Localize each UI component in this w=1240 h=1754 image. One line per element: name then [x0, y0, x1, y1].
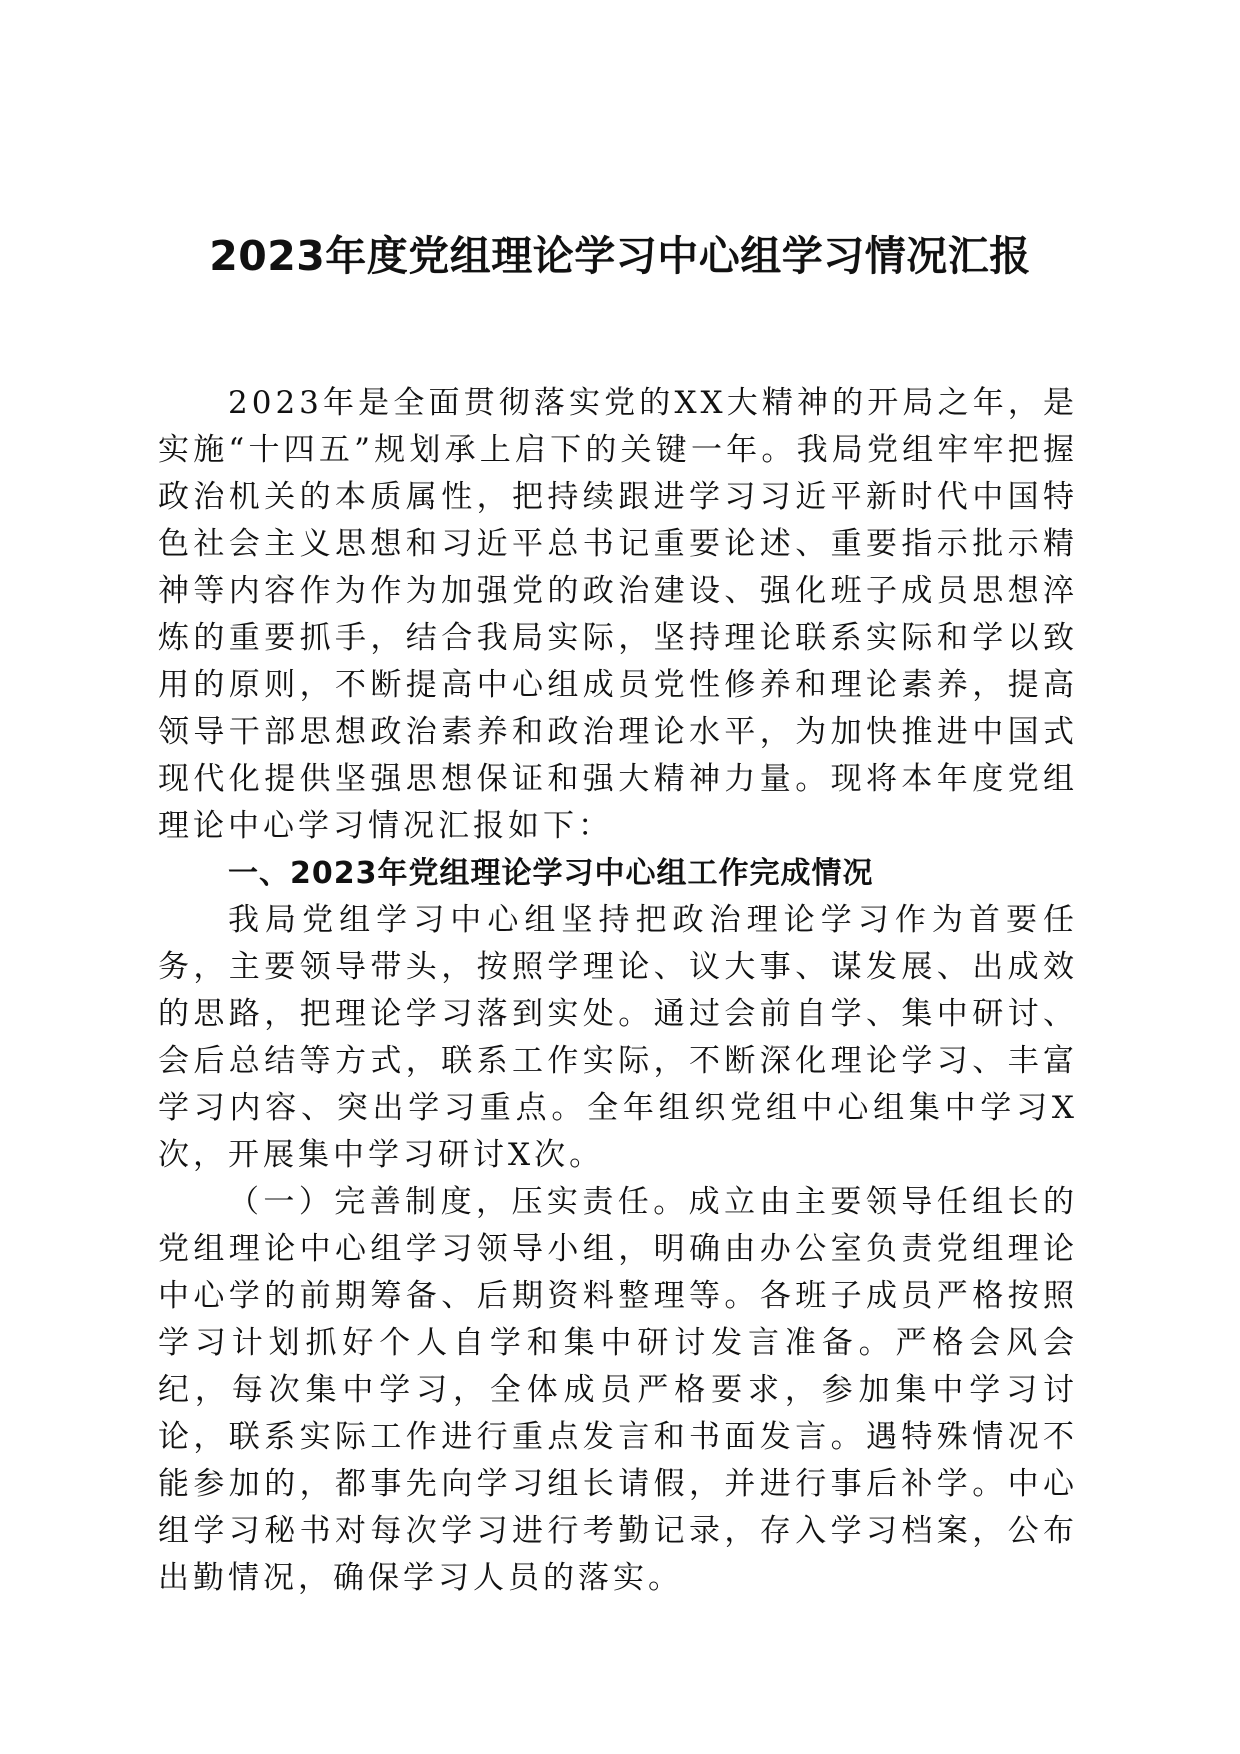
document-title: 2023年度党组理论学习中心组学习情况汇报: [209, 232, 1031, 280]
section-paragraph: 我局党组学习中心组坚持把政治理论学习作为首要任务，主要领导带头，按照学理论、议大事、谋发展、出成效的思路，把理论学习落到实处。通过会前自学、集中研讨、会后总结等方式，联系工作实际，不断深化理论学习、丰富学习内容、突出学习重点。全年组织党组中心组集中学习X次，开展集中学习研讨X次。: [158, 902, 1078, 1173]
section-heading: 一、2023年党组理论学习中心组工作完成情况: [228, 856, 874, 891]
subsection-paragraph: （一）完善制度，压实责任。成立由主要领导任组长的党组理论中心组学习领导小组，明确由办公室负责党组理论中心学的前期筹备、后期资料整理等。各班子成员严格按照学习计划抓好个人自学和集中研讨发言准备。严格会风会纪，每次集中学习，全体成员严格要求，参加集中学习讨论，联系实际工作进行重点发言和书面发言。遇特殊情况不能参加的，都事先向学习组长请假，并进行事后补学。中心组学习秘书对每次学习进行考勤记录，存入学习档案，公布出勤情况，确保学习人员的落实。: [158, 1184, 1078, 1596]
document-body: [158, 380, 1078, 1602]
intro-paragraph: 2023年是全面贯彻落实党的XX大精神的开局之年，是实施“十四五”规划承上启下的关键一年。我局党组牢牢把握政治机关的本质属性，把持续跟进学习习近平新时代中国特色社会主义思想和习近平总书记重要论述、重要指示批示精神等内容作为作为加强党的政治建设、强化班子成员思想淬炼的重要抓手，结合我局实际，坚持理论联系实际和学以致用的原则，不断提高中心组成员党性修养和理论素养，提高领导干部思想政治素养和政治理论水平，为加快推进中国式现代化提供坚强思想保证和强大精神力量。现将本年度党组理论中心学习情况汇报如下：: [158, 385, 1078, 844]
